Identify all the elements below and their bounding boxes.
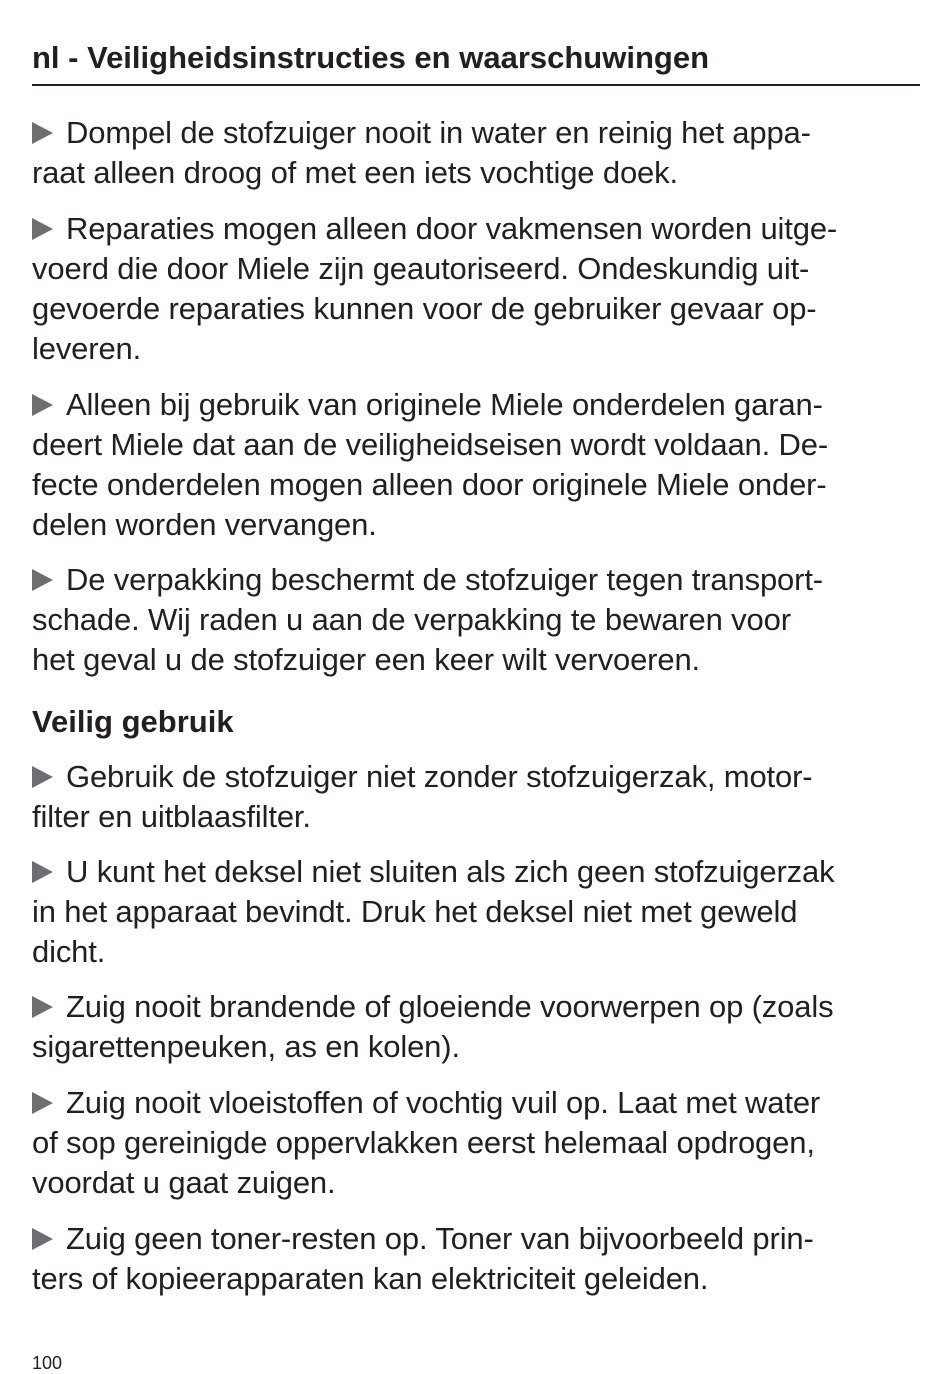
bullet-triangle-icon — [32, 766, 53, 788]
bullet-triangle-icon — [32, 218, 53, 240]
bullet-triangle-icon — [32, 861, 53, 883]
item-text-line: schade. Wij raden u aan de verpakking te bewaren voor — [32, 602, 791, 637]
item-text-line: Alleen bij gebruik van originele Miele onderdelen garan- — [66, 387, 823, 422]
bullet-triangle-icon — [32, 1228, 53, 1250]
item-text-line: Reparaties mogen alleen door vakmensen worden uitge- — [66, 211, 838, 246]
item-text-line: De verpakking beschermt de stofzuiger tegen transport- — [66, 562, 823, 597]
item-text-line: ters of kopieerapparaten kan elektriciteit geleiden. — [32, 1261, 709, 1296]
item-text-line: in het apparaat bevindt. Druk het deksel niet met geweld — [32, 894, 798, 929]
bullet-triangle-icon — [32, 122, 53, 144]
item-text-line: Dompel de stofzuiger nooit in water en reinig het appa- — [66, 115, 811, 150]
item-text-line: U kunt het deksel niet sluiten als zich geen stofzuigerzak — [66, 854, 835, 889]
safety-item — [32, 385, 920, 545]
item-text-line: filter en uitblaasfilter. — [32, 799, 311, 834]
item-text-line: deert Miele dat aan de veiligheidseisen wordt voldaan. De- — [32, 427, 829, 462]
item-text-line: voerd die door Miele zijn geautoriseerd. Ondeskundig uit- — [32, 251, 810, 286]
item-text-line: sigarettenpeuken, as en kolen). — [32, 1029, 460, 1064]
safety-item — [32, 1083, 920, 1203]
bullet-triangle-icon — [32, 394, 53, 416]
item-text-line: Zuig nooit brandende of gloeiende voorwerpen op (zoals — [66, 989, 834, 1024]
item-text-line: raat alleen droog of met een iets vochtige doek. — [32, 155, 678, 190]
item-text-line: of sop gereinigde oppervlakken eerst helemaal opdrogen, — [32, 1125, 815, 1160]
safety-item — [32, 1219, 920, 1299]
header-divider — [32, 84, 920, 86]
item-text-line: delen worden vervangen. — [32, 507, 377, 542]
page-header-title: nl - Veiligheidsinstructies en waarschuwingen — [32, 40, 710, 75]
item-text-line: dicht. — [32, 934, 106, 969]
safety-item — [32, 852, 920, 972]
bullet-triangle-icon — [32, 569, 53, 591]
safety-item — [32, 209, 920, 369]
item-text-line: Zuig geen toner-resten op. Toner van bijvoorbeeld prin- — [66, 1221, 814, 1256]
bullet-triangle-icon — [32, 996, 53, 1018]
item-text-line: gevoerde reparaties kunnen voor de gebruiker gevaar op- — [32, 291, 817, 326]
item-text-line: Gebruik de stofzuiger niet zonder stofzuigerzak, motor- — [66, 759, 813, 794]
safety-item — [32, 987, 920, 1067]
item-text-line: fecte onderdelen mogen alleen door originele Miele onder- — [32, 467, 827, 502]
item-text-line: het geval u de stofzuiger een keer wilt vervoeren. — [32, 642, 700, 677]
page-number: 100 — [32, 1353, 63, 1373]
item-text-line: Zuig nooit vloeistoffen of vochtig vuil op. Laat met water — [66, 1085, 821, 1120]
bullet-triangle-icon — [32, 1092, 53, 1114]
item-text-line: voordat u gaat zuigen. — [32, 1165, 336, 1200]
safety-item — [32, 560, 920, 680]
safety-item — [32, 757, 920, 837]
item-text-line: leveren. — [32, 331, 142, 366]
section-heading: Veilig gebruik — [32, 704, 234, 739]
safety-item — [32, 113, 920, 193]
